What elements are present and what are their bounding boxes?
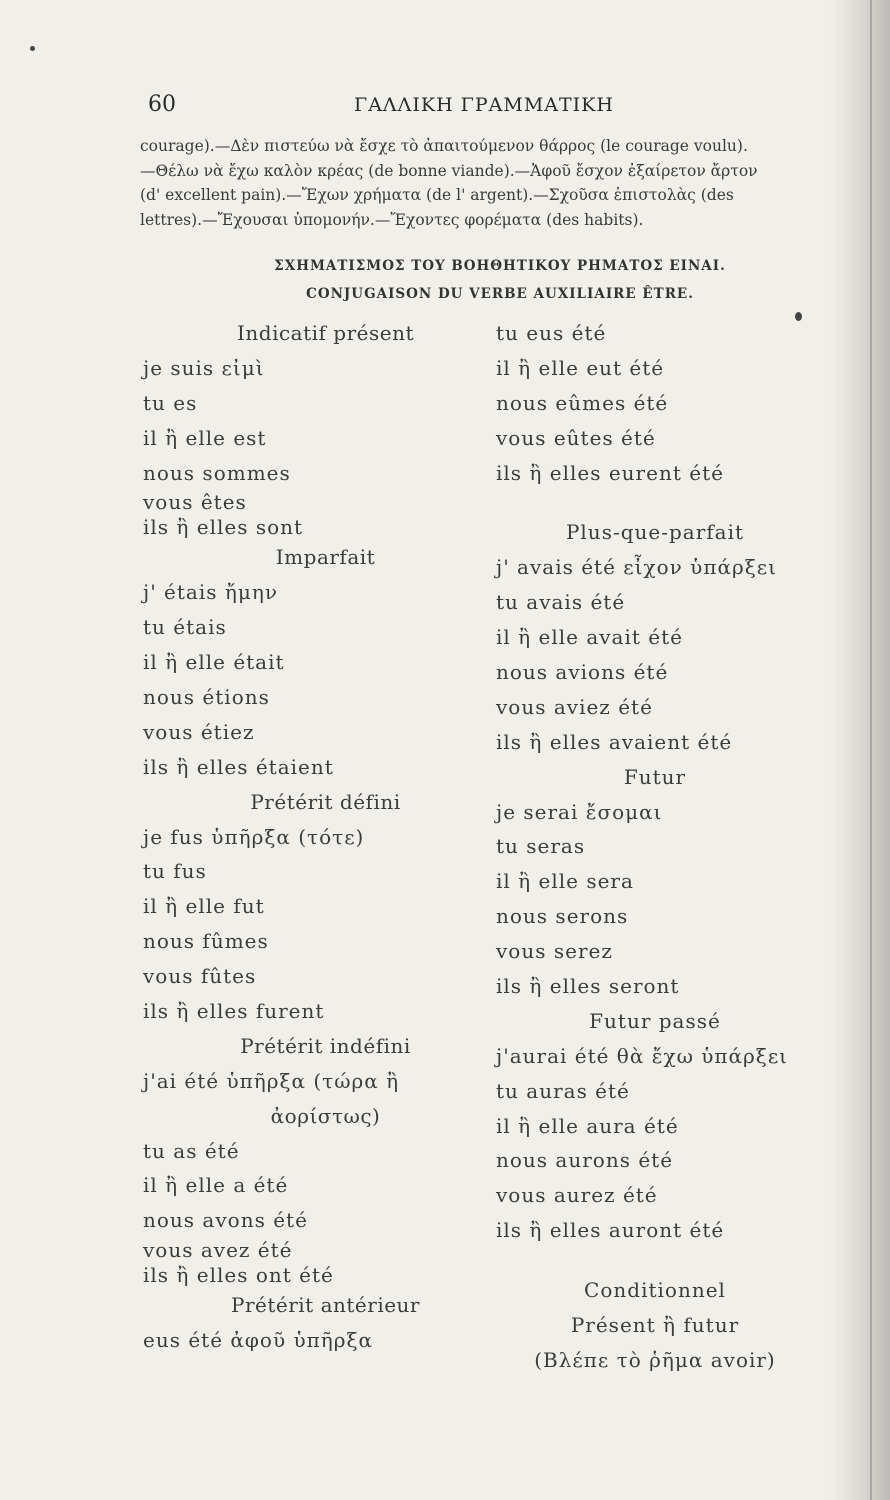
intro-line: (d' excellent pain).—Ἔχων χρήματα (de l' argent).—Σχοῦσα ἐπιστολὰς (des [140,186,734,204]
line-spacer [496,490,814,515]
line-spacer [496,1248,814,1273]
conjugation-line: il ἢ elle a été [143,1173,289,1198]
conjugation-line: nous eûmes été [496,390,669,415]
conjugation-line: ils ἢ elles avaient été [496,729,733,754]
conjugation-line: ils ἢ elles ont été [143,1263,334,1288]
conjugation-column-right [496,316,814,1386]
conjugation-line: ils ἢ elles eurent été [496,460,724,485]
tense-heading: Conditionnel [584,1278,726,1303]
conjugation-line: nous sommes [143,460,291,485]
conjugation-line: tu as été [143,1138,240,1163]
page-number: 60 [148,92,176,117]
conjugation-line: vous avez été [143,1238,293,1263]
conjugation-column-left [143,316,488,1386]
conjugation-line: il ἢ elle avait été [496,625,683,650]
section-title-greek: ΣΧΗΜΑΤΙΣΜΟΣ ΤΟΥ ΒΟΗΘΗΤΙΚΟΥ ΡΗΜΑΤΟΣ ΕΙΝΑΙ. [274,258,726,274]
conjugation-line: vous serez [496,939,613,964]
conjugation-line: ils ἢ elles furent [143,999,325,1024]
conjugation-line: j'ai été ὑπῆρξα (τώρα ἢ [143,1068,400,1093]
conjugation-line: ils ἢ elles étaient [143,754,334,779]
intro-paragraph [140,134,852,232]
conjugation-line: il ἢ elle aura été [496,1113,679,1138]
conjugation-line: tu fus [143,859,207,884]
tense-heading: Futur [623,764,687,789]
conjugation-line: vous aviez été [496,694,653,719]
conjugation-line: j' étais ἤμην [143,580,278,605]
conjugation-line: j' avais été εἶχον ὑπάρξει [496,555,777,580]
section-title-french: CONJUGAISON DU VERBE AUXILIAIRE ÊTRE. [306,286,694,302]
conjugation-line: il ἢ elle fut [143,894,265,919]
conjugation-line: nous fûmes [143,929,269,954]
tense-heading: Imparfait [275,545,376,570]
tense-heading: Plus-que-parfait [565,520,745,545]
conjugation-line: tu auras été [496,1078,630,1103]
conjugation-line: je fus ὑπῆρξα (τότε) [143,824,365,849]
conjugation-line: il ἢ elle eut été [496,355,665,380]
tense-heading: (Βλέπε τὸ ῥῆμα avoir) [534,1347,776,1372]
tense-heading: Prétérit défini [250,789,401,814]
tense-heading: Indicatif présent [236,321,414,345]
intro-line: lettres).—Ἔχουσαι ὑπομονήν.—Ἔχοντες φορέματα (des habits). [140,210,644,229]
conjugation-line: nous étions [143,685,270,710]
tense-heading: Futur passé [589,1008,721,1033]
conjugation-line: eus été ἀφοῦ ὑπῆρξα [143,1328,374,1353]
conjugation-line: nous aurons été [496,1148,674,1173]
ink-speck [30,46,35,51]
conjugation-line: vous fûtes [143,964,257,989]
conjugation-line: tu avais été [496,590,626,615]
tense-heading: Présent ἢ futur [570,1313,740,1338]
conjugation-line: ils ἢ elles seront [496,974,680,999]
intro-line: —Θέλω νὰ ἔχω καλὸν κρέας (de bonne viande).—Ἀφοῦ ἔσχον ἐξαίρετον ἄρτον [140,161,758,180]
page-header [148,92,820,128]
conjugation-line: je serai ἔσομαι [496,799,663,824]
conjugation-line: il ἢ elle sera [496,869,634,894]
conjugation-line: vous étiez [143,719,255,744]
conjugation-line: nous avions été [496,660,669,685]
tense-heading: Prétérit indéfini [240,1033,411,1058]
tense-heading: ἀορίστως) [270,1103,381,1128]
conjugation-line: tu es [143,390,198,415]
conjugation-line: j'aurai été θὰ ἔχω ὑπάρξει [496,1043,789,1068]
conjugation-line: il ἢ elle est [143,425,267,450]
conjugation-line: il ἢ elle était [143,650,285,675]
conjugation-line: vous êtes [143,490,247,515]
conjugation-line: ils ἢ elles sont [143,515,304,540]
page-edge-line [870,0,872,1500]
intro-line: courage).—Δὲν πιστεύω νὰ ἔσχε τὸ ἀπαιτούμενον θάρρος (le courage voulu). [140,137,748,155]
conjugation-line: vous aurez été [496,1183,658,1208]
running-title: ΓΑΛΛΙΚΗ ΓΡΑΜΜΑΤΙΚΗ [354,94,614,116]
conjugation-line: tu eus été [496,321,607,345]
conjugation-line: nous serons [496,904,629,929]
conjugation-line: je suis εἰμὶ [143,355,265,380]
conjugation-line: tu seras [496,834,586,859]
conjugation-line: ils ἢ elles auront été [496,1218,725,1243]
tense-heading: Prétérit antérieur [231,1293,420,1318]
conjugation-line: nous avons été [143,1208,308,1233]
conjugation-line: tu étais [143,615,227,640]
conjugation-line: vous eûtes été [496,425,656,450]
